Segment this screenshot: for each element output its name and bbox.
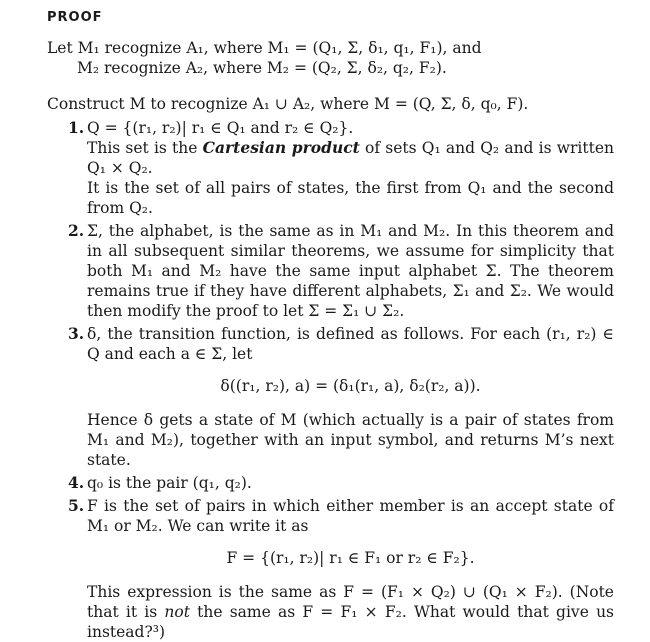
step-4 [47,473,614,493]
step-number: 2. [68,221,85,240]
step-number: 5. [68,496,85,515]
step-number: 1. [68,118,85,137]
accept-set-equation: F = {(r₁, r₂)| r₁ ∈ F₁ or r₂ ∈ F₂}. [226,549,475,567]
step-number: 3. [68,324,85,343]
spacer [47,78,614,94]
intro-line-1: Let M₁ recognize A₁, where M₁ = (Q₁, Σ, δ₁, q₁, F₁), and [47,39,482,57]
not-emphasis: not [164,603,190,621]
step-2 [47,221,614,321]
step-5-after: This expression is the same as F = (F₁ × Q₂) ∪ (Q₁ × F₂). (Note that it is not the same as F = F₁ × F₂. What would that give us instead?³) [87,583,614,641]
step-1-line-1: Q = {(r₁, r₂)| r₁ ∈ Q₁ and r₂ ∈ Q₂}. [87,119,354,137]
step-number: 4. [68,473,85,492]
intro-line-2: M₂ recognize A₂, where M₂ = (Q₂, Σ, δ₂, q₂, F₂). [77,59,447,77]
construct-sentence: Construct M to recognize A₁ ∪ A₂, where M = (Q, Σ, δ, q₀, F). [47,95,529,113]
step-5-text: F is the set of pairs in which either member is an accept state of M₁ or M₂. We can write it as [87,497,614,535]
step-1-line-3: It is the set of all pairs of states, the first from Q₁ and the second from Q₂. [87,179,614,217]
proof-heading: PROOF [47,10,103,25]
step-3-text: δ, the transition function, is defined as follows. For each (r₁, r₂) ∈ Q and each a ∈ Σ, let [87,325,614,363]
transition-function-equation: δ((r₁, r₂), a) = (δ₁(r₁, a), δ₂(r₂, a)). [220,377,481,395]
step-1-line-2: This set is the Cartesian product of sets Q₁ and Q₂ and is written Q₁ × Q₂. [87,138,615,177]
step-3-after: Hence δ gets a state of M (which actually is a pair of states from M₁ and M₂), together with an input symbol, and returns M’s next state. [87,411,614,469]
step-3 [47,324,614,470]
step-2-text: Σ, the alphabet, is the same as in M₁ and M₂. In this theorem and in all subsequent similar theorems, we assume for simplicity that both M₁ and M₂ have the same input alphabet Σ. The theorem remains true if they have different alphabets, Σ₁ and Σ₂. We would then modify the proof to let Σ = Σ₁ ∪ Σ₂. [87,222,614,320]
step-1 [47,118,614,218]
cartesian-product-term: Cartesian product [202,138,360,157]
step-4-text: q₀ is the pair (q₁, q₂). [87,474,252,492]
step-5 [47,496,614,642]
construction-steps [47,118,614,642]
